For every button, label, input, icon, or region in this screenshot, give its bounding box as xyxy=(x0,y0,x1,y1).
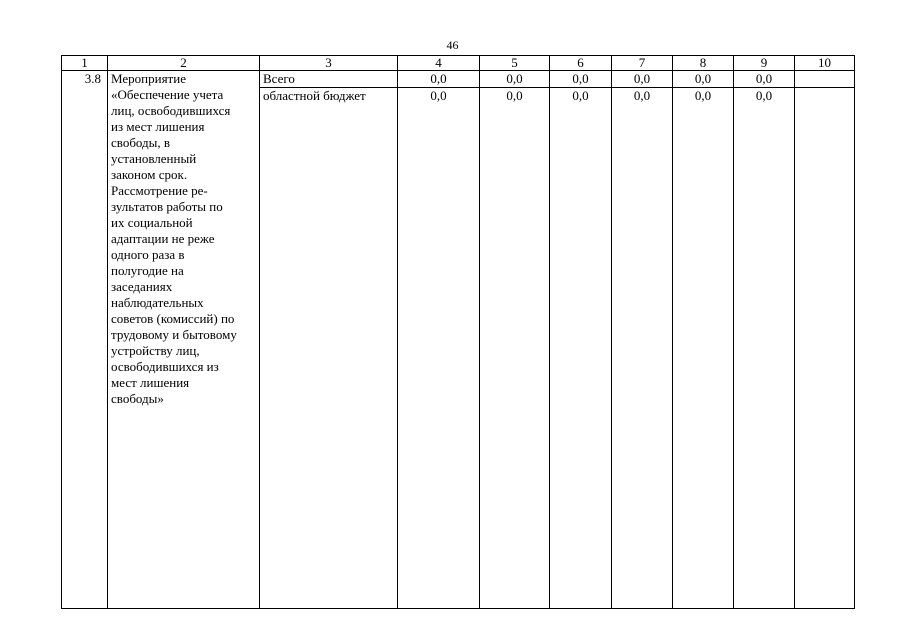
value-cell: 0,0 xyxy=(480,88,550,609)
funding-source-regional: областной бюджет xyxy=(260,88,398,609)
value-cell: 0,0 xyxy=(734,71,795,88)
value-cell: 0,0 xyxy=(734,88,795,609)
value-cell: 0,0 xyxy=(612,71,673,88)
value-cell: 0,0 xyxy=(398,88,480,609)
column-header: 2 xyxy=(108,56,260,71)
activity-description: Мероприятие «Обеспечение учета лиц, освободившихся из мест лишения свободы, в установленный законом срок. Рассмотрение ре- зультатов работы по их социальной адаптации не реже одного раза в полугодие на заседаниях наблюдательных советов (комиссий) по трудовому и бытовому устройству лиц, освободившихся из мест лишения свободы» xyxy=(108,71,260,609)
value-cell: 0,0 xyxy=(550,71,612,88)
column-header: 8 xyxy=(673,56,734,71)
column-header-row xyxy=(62,56,855,71)
value-cell-col10 xyxy=(795,88,855,609)
value-cell: 0,0 xyxy=(673,71,734,88)
value-cell: 0,0 xyxy=(673,88,734,609)
value-cell-col10 xyxy=(795,71,855,88)
value-cell: 0,0 xyxy=(550,88,612,609)
funding-source-total: Всего xyxy=(260,71,398,88)
row-number: 3.8 xyxy=(62,71,108,609)
page-number: 46 xyxy=(446,38,459,52)
column-header: 7 xyxy=(612,56,673,71)
budget-table xyxy=(61,55,855,609)
table-row xyxy=(62,71,855,88)
column-header: 4 xyxy=(398,56,480,71)
column-header: 9 xyxy=(734,56,795,71)
value-cell: 0,0 xyxy=(480,71,550,88)
value-cell: 0,0 xyxy=(398,71,480,88)
column-header: 10 xyxy=(795,56,855,71)
column-header: 3 xyxy=(260,56,398,71)
column-header: 6 xyxy=(550,56,612,71)
value-cell: 0,0 xyxy=(612,88,673,609)
column-header: 1 xyxy=(62,56,108,71)
column-header: 5 xyxy=(480,56,550,71)
